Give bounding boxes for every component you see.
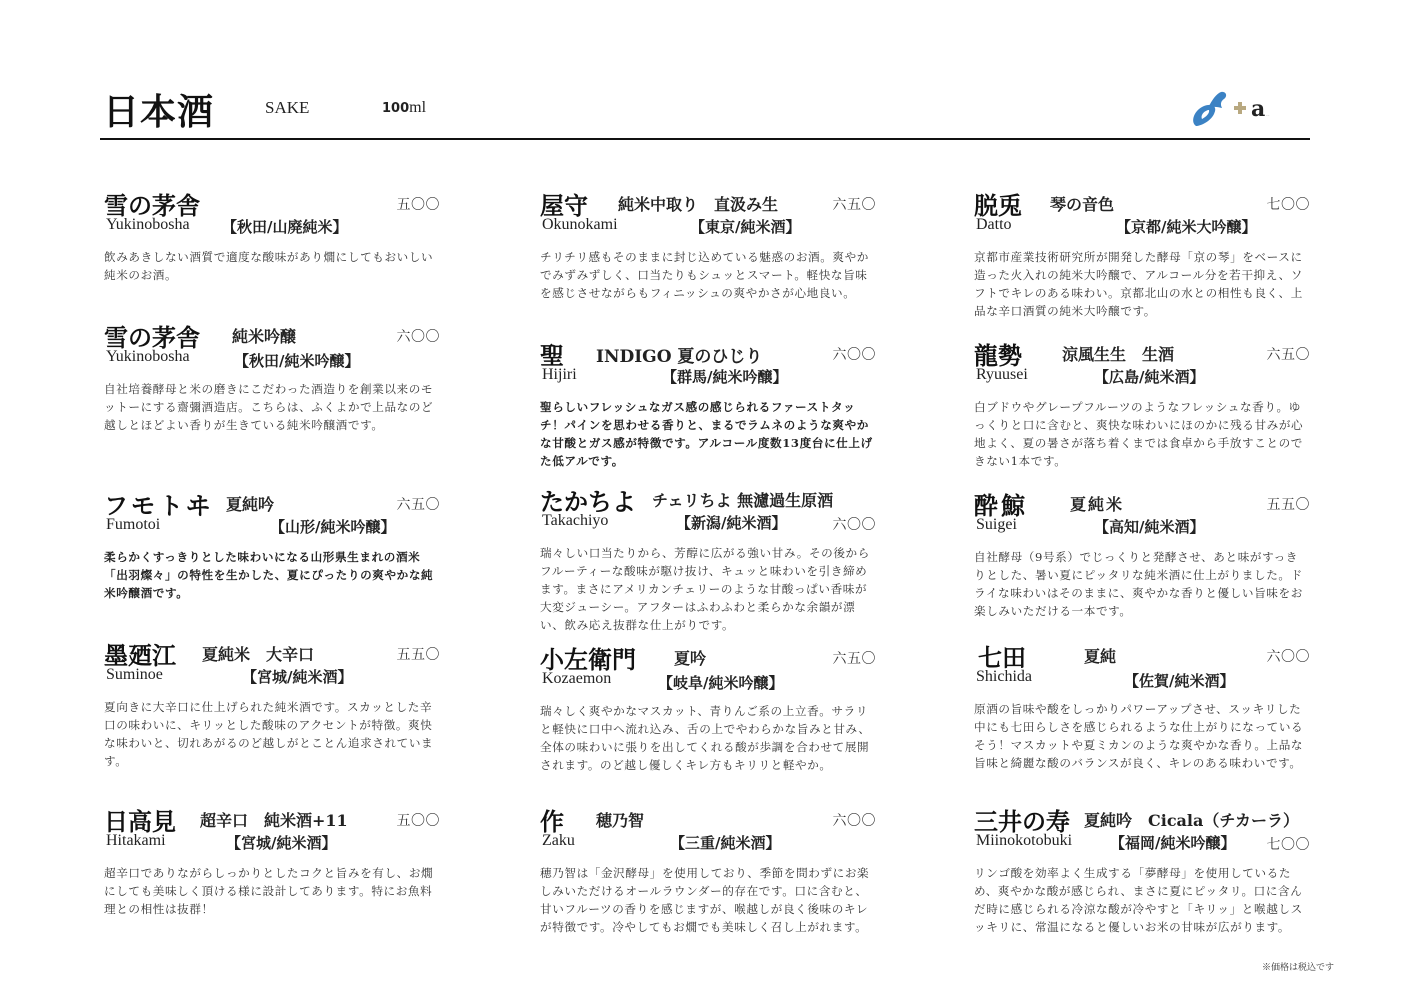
sake-origin: 【群馬/純米吟醸】: [662, 368, 788, 386]
sake-origin: 【秋田/山廃純米】: [222, 218, 348, 236]
logo-letter: a: [1251, 96, 1266, 122]
sake-price: 六〇〇: [832, 813, 876, 829]
sake-origin: 【福岡/純米吟醸】: [1110, 834, 1236, 852]
sake-description: 白ブドウやグレープフルーツのようなフレッシュな香り。ゆっくりと口に含むと、爽快な味わいにほのかに残る甘みが心地よく、夏の暑さが落ち着くまでは食卓から手放すことのできない1本です。: [974, 400, 1304, 468]
sake-description: 京都市産業技術研究所が開発した酵母「京の琴」をベースに造った火入れの純米大吟醸で、アルコール分を若干抑え、ソフトでキレのある味わい。京都北山の水との相性も良く、上品な辛口酒質の純米大吟醸です。: [974, 250, 1304, 318]
sake-romaji: Zaku: [542, 832, 575, 849]
sake-romaji: Ryuusei: [976, 366, 1028, 383]
sake-origin: 【佐賀/純米酒】: [1124, 672, 1235, 690]
sake-name: 屋守: [540, 191, 588, 220]
sake-price: 六五〇: [832, 651, 876, 667]
sake-tag: INDIGO 夏のひじり: [596, 347, 763, 367]
sake-name: 日高見: [104, 807, 176, 836]
sake-tag: 超辛口 純米酒+11: [200, 811, 348, 830]
sake-romaji: Kozaemon: [542, 670, 612, 687]
sake-price: 七〇〇: [1266, 197, 1310, 213]
sake-name: たかちよ: [540, 487, 636, 516]
sake-item: [540, 336, 876, 470]
sake-price: 五五〇: [1266, 497, 1310, 513]
sake-origin: 【広島/純米酒】: [1094, 368, 1205, 386]
sake-price: 六〇〇: [832, 347, 876, 363]
sake-origin: 【山形/純米吟醸】: [270, 518, 396, 536]
sake-romaji: Okunokami: [542, 216, 618, 233]
sake-tag: チェリちよ 無濾過生原酒: [652, 491, 834, 510]
sake-price: 六五〇: [1266, 347, 1310, 363]
sake-tag: 涼風生生 生酒: [1062, 345, 1175, 364]
sake-romaji: Datto: [976, 216, 1012, 233]
sake-romaji: Yukinobosha: [106, 216, 190, 233]
sake-item: [974, 486, 1310, 620]
sake-origin: 【京都/純米大吟醸】: [1116, 218, 1257, 236]
sake-origin: 【三重/純米酒】: [670, 834, 781, 852]
sake-description: リンゴ酸を効率よく生成する「夢酵母」を使用しているため、爽やかな酸が感じられ、まさに夏にピッタリ。口に含んだ時に感じられる冷涼な酸が冷やすと「キリッ」と喉越しスッキリに、常温になると優しいお米の甘味が広がります。: [974, 866, 1303, 934]
volume-unit: ml: [409, 99, 427, 116]
sake-tag: 夏純: [1084, 647, 1117, 666]
sake-name: 墨廼江: [104, 641, 176, 670]
sake-romaji: Hitakami: [106, 832, 166, 849]
sake-price: 五五〇: [396, 647, 440, 663]
sake-name: 酔鯨: [974, 491, 1028, 520]
sake-description: 原酒の旨味や酸をしっかりパワーアップさせ、スッキリした中にも七田らしさを感じられるような仕上がりになっているそう！マスカットや夏ミカンのような爽やかな香り。上品な旨味と綺麗な酸のバランスが良く、キレのある味わいです。: [974, 702, 1304, 770]
sake-price: 五〇〇: [396, 813, 440, 829]
sake-description: 瑞々しく爽やかなマスカット、青りんご系の上立香。サラリと軽快に口中へ流れ込み、舌の上でやわらかな旨みと甘み、全体の味わいに張りを出してくれる酸が歩調を合わせて展開されます。のど越し優しくキレ方もキリリと軽やか。: [540, 704, 871, 772]
sake-romaji: Suminoe: [106, 666, 163, 683]
brand-logo: [1188, 86, 1298, 132]
sake-tag: 夏純吟 Cicala（チカーラ）: [1084, 811, 1300, 830]
sake-item: [104, 802, 440, 918]
sake-romaji: Fumotoi: [106, 516, 161, 533]
sake-item: [540, 482, 876, 634]
sake-description: 聖らしいフレッシュなガス感の感じられるファーストタッチ！パインを思わせる香りと、まるでラムネのような爽やかな甘酸とガス感が特徴です。アルコール度数13度台に仕上げた低アルです。: [540, 400, 873, 468]
sake-romaji: Hijiri: [542, 366, 577, 383]
sake-tag: 夏純吟: [226, 495, 275, 514]
sake-origin: 【新潟/純米酒】: [676, 514, 787, 532]
sake-name: 三井の寿: [974, 807, 1070, 836]
sake-price: 五〇〇: [396, 197, 440, 213]
sake-tag: 純米中取り 直汲み生: [618, 195, 779, 214]
sake-tag: 夏吟: [674, 649, 707, 668]
sake-romaji: Takachiyo: [542, 512, 609, 529]
sake-price: 七〇〇: [1266, 837, 1310, 853]
sake-tag: 夏純米 大辛口: [202, 645, 315, 664]
sake-name: 雪の茅舎: [104, 323, 200, 352]
sake-description: 飲みあきしない酒質で適度な酸味があり燗にしてもおいしい純米のお酒。: [104, 250, 434, 282]
sake-name: 小左衛門: [540, 645, 636, 674]
serving-volume: [382, 98, 426, 117]
sake-description: チリチリ感もそのままに封じ込めている魅惑のお酒。爽やかでみずみずしく、口当たりもシュッとスマート。軽快な旨味を感じさせながらもフィニッシュの爽やかさが心地良い。: [540, 250, 870, 300]
sake-name: 作: [540, 807, 564, 836]
sake-description: 自社培養酵母と米の磨きにこだわった酒造りを創業以来のモットーにする齋彌酒造店。こちらは、ふくよかで上品なのど越しとほどよい香りが生きている純米吟醸酒です。: [104, 382, 434, 432]
sake-name: フモトヰ: [104, 491, 215, 520]
sake-description: 柔らかくすっきりとした味わいになる山形県生まれの酒米「出羽燦々」の特性を生かした、夏にぴったりの爽やかな純米吟醸酒です。: [104, 550, 434, 600]
sake-tag: 夏純米: [1070, 495, 1125, 514]
mi-plus-a-logo-icon: [1188, 86, 1298, 132]
sake-romaji: Yukinobosha: [106, 348, 190, 365]
page-subtitle: SAKE: [265, 98, 310, 117]
sake-item: [974, 638, 1310, 772]
sake-romaji: Suigei: [976, 516, 1017, 533]
sake-price: 六〇〇: [1266, 649, 1310, 665]
sake-description: 瑞々しい口当たりから、芳醇に広がる強い甘み。その後からフルーティーな酸味が駆け抜け、キュッと味わいを引き締めます。まさにアメリカンチェリーのような甘酸っぱい香味が大変ジューシー。アフターはふわふわと柔らかな余韻が漂い、飲み応え抜群な仕上がりです。: [540, 546, 870, 632]
sake-description: 夏向きに大辛口に仕上げられた純米酒です。スカッとした辛口の味わいに、キリッとした酸味のアクセントが特徴。爽快な味わいと、切れあがるのど越しがとことん追求されています。: [104, 700, 434, 768]
sake-item: [540, 186, 876, 302]
sake-item: [540, 640, 876, 774]
sake-origin: 【高知/純米酒】: [1094, 518, 1205, 536]
sake-romaji: Miinokotobuki: [976, 832, 1073, 849]
sake-origin: 【岐阜/純米吟醸】: [658, 674, 784, 692]
sake-name: 龍勢: [974, 341, 1022, 370]
sake-item: [104, 318, 440, 434]
sake-item: [104, 486, 440, 602]
sake-price: 六〇〇: [832, 517, 876, 533]
sake-item: [974, 336, 1310, 470]
sake-item: [974, 186, 1310, 320]
menu-header: [100, 82, 1310, 140]
sake-item: [104, 636, 440, 770]
sake-item: [974, 802, 1310, 936]
sake-price: 六五〇: [832, 197, 876, 213]
sake-origin: 【宮城/純米酒】: [226, 834, 337, 852]
sake-romaji: Shichida: [976, 668, 1032, 685]
sake-tag: 琴の音色: [1050, 195, 1115, 214]
sake-origin: 【秋田/純米吟醸】: [234, 352, 360, 370]
sake-item: [104, 186, 440, 284]
sake-origin: 【宮城/純米酒】: [242, 668, 353, 686]
sake-origin: 【東京/純米酒】: [690, 218, 801, 236]
tax-included-note: ※価格は税込です: [1261, 963, 1334, 973]
svg-text:..: ..: [1266, 111, 1270, 118]
sake-tag: 純米吟醸: [232, 327, 297, 346]
sake-price: 六〇〇: [396, 329, 440, 345]
sake-name: 雪の茅舎: [104, 191, 200, 220]
sake-description: 超辛口でありながらしっかりとしたコクと旨みを有し、お燗にしても美味しく頂ける様に設計してあります。特にお魚料理との相性は抜群！: [104, 866, 434, 916]
sake-name: 聖: [540, 341, 564, 370]
sake-price: 六五〇: [396, 497, 440, 513]
sake-tag: 穂乃智: [596, 811, 645, 830]
page-title: 日本酒: [103, 91, 215, 133]
volume-number: 100: [382, 101, 410, 116]
sake-name: 七田: [978, 643, 1026, 672]
sake-name: 脱兎: [974, 191, 1022, 220]
sake-description: 穂乃智は「金沢酵母」を使用しており、季節を問わずにお楽しみいただけるオールラウンダー的存在です。口に含むと、甘いフルーツの香りを感じますが、喉越しが良く後味のキレが特徴です。冷やしてもお燗でも美味しく召し上がれます。: [540, 866, 870, 934]
sake-item: [540, 802, 876, 936]
sake-description: 自社酵母（9号系）でじっくりと発酵させ、あと味がすっきりとした、暑い夏にピッタリな純米酒に仕上がりました。ドライな味わいはそのままに、爽やかな香りと優しい旨味をお楽しみいただける一本です。: [974, 550, 1303, 618]
